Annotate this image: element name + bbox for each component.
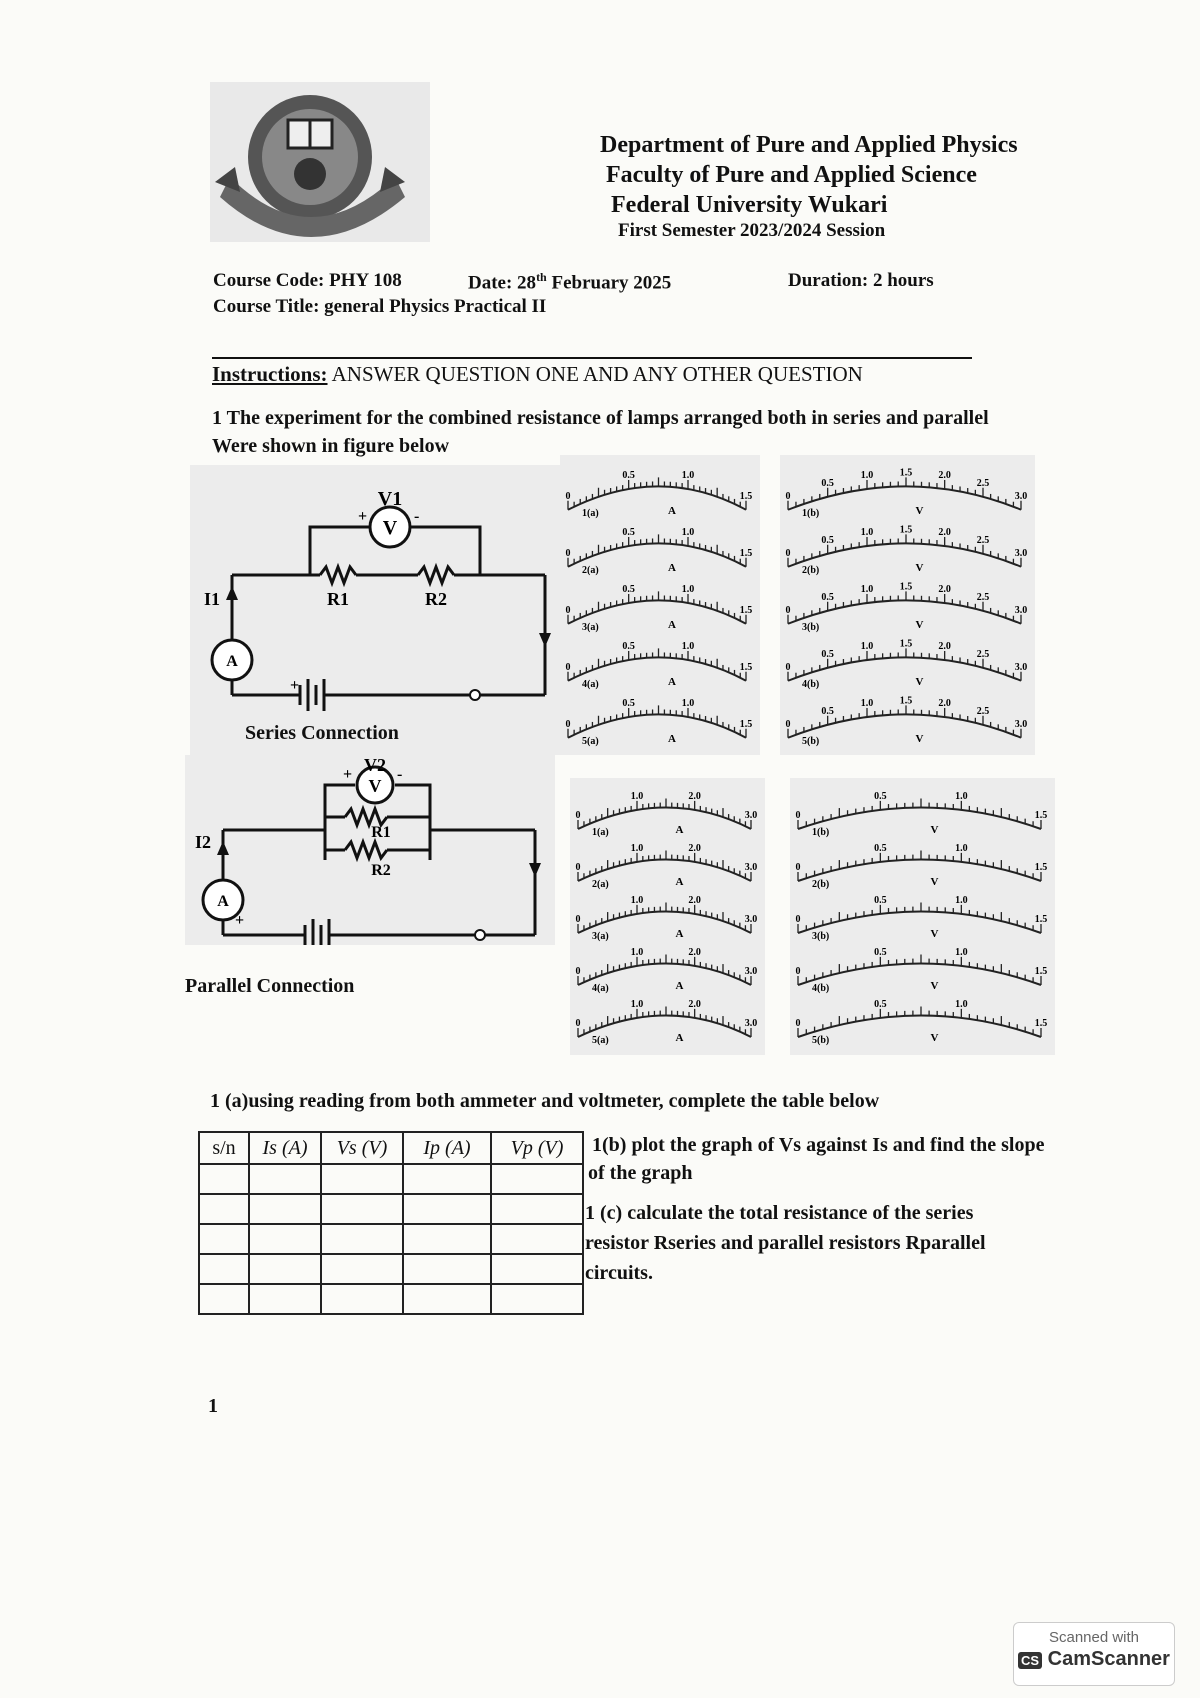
parallel-circuit-panel [185,755,555,945]
series-ammeter-tick-label: 1.0 [681,583,695,595]
series-voltmeter-tick-label: 0 [785,604,791,616]
series-voltmeter-dial [786,524,1028,575]
parallel-ammeter-tick-label: 0 [575,810,581,821]
parallel-voltmeter-scale-arc [795,912,1041,934]
series-ammeter-tick-label: 0 [565,490,571,502]
table-cell[interactable] [491,1284,583,1314]
series-voltmeter-tick-label: 2.0 [938,469,951,481]
parallel-voltmeter-unit-label: V [930,980,939,992]
series-voltmeter-dial-label: 3(b) [802,621,820,633]
series-voltmeter-tick-label: 2.5 [976,591,990,603]
parallel-ammeter-dial [576,791,758,838]
series-ammeter-scale-arc [565,600,746,623]
parallel-voltmeter-tick-label: 0.5 [874,790,887,802]
question-1-line-2: Were shown in figure below [212,435,450,457]
parallel-voltmeter-dial [796,895,1048,942]
series-ammeter-tick-label: 0.5 [622,640,635,652]
series-voltmeter-tick-label: 2.5 [976,648,990,660]
table-cell[interactable] [199,1164,249,1194]
table-cell[interactable] [403,1254,491,1284]
series-ammeter-tick-label: 0.5 [622,697,635,709]
part-c-line-2: resistor Rseries and parallel resistors Rparallel [585,1232,986,1254]
parallel-ammeter-tick-label: 3.0 [744,966,758,977]
series-caption: Series Connection [245,722,399,744]
series-circuit-panel [190,465,560,755]
series-voltmeter-tick-label: 1.5 [899,581,913,593]
parallel-ammeter-tick-label: 0 [575,914,581,925]
parallel-ammeter-unit-label: A [675,1032,684,1044]
series-voltmeter-tick-label: 0.5 [821,591,834,603]
parallel-i-label: I2 [194,832,212,852]
table-row [199,1194,583,1224]
parallel-voltmeter-dial [796,999,1048,1046]
series-voltmeter-dial-label: 5(b) [802,735,820,747]
part-a-text: 1 (a)using reading from both ammeter and voltmeter, complete the table below [210,1090,880,1112]
series-voltmeter-tick-label: 1.0 [860,640,874,652]
series-ammeter-dial-label: 2(a) [582,564,599,576]
series-ammeter-tick-label: 1.5 [739,490,753,502]
series-ammeter-tick-label: 1.0 [681,697,695,709]
series-ammeter-tick-label: 0.5 [622,469,635,481]
series-voltmeter-tick-label: 3.0 [1014,718,1028,730]
exam-date: Date: 28th February 2025 [468,270,672,294]
parallel-voltmeter-dial [796,791,1048,838]
series-voltmeter-dials [780,455,1035,755]
parallel-voltmeter-tick-label: 0 [795,966,801,977]
university-name: Federal University Wukari [611,192,888,218]
series-voltmeter-tick-label: 0.5 [821,705,834,717]
parallel-ammeter-tick-label: 2.0 [688,998,701,1010]
table-cell[interactable] [491,1164,583,1194]
university-logo [210,82,430,242]
col-vs: Vs (V) [321,1132,403,1164]
series-voltmeter-tick-label: 0.5 [821,477,834,489]
series-voltmeter-tick-label: 0.5 [821,534,834,546]
series-voltmeter-tick-label: 2.5 [976,534,990,546]
series-ammeter-scale-arc [565,657,746,680]
series-voltmeter-tick-label: 1.0 [860,583,874,595]
parallel-voltmeter-tick-label: 1.5 [1034,966,1048,977]
series-voltmeter-unit-label: V [915,618,924,631]
parallel-ammeter-tick-label: 3.0 [744,810,758,821]
table-cell[interactable] [249,1224,321,1254]
series-ammeter-dial-label: 4(a) [582,678,599,690]
parallel-ammeter-scale-arc [575,808,751,830]
part-c-line-1: 1 (c) calculate the total resistance of the series [585,1202,974,1224]
series-ammeter-dial [566,527,753,576]
series-voltmeter-tick-label: 2.0 [938,640,951,652]
parallel-ammeter-scale-arc [575,912,751,934]
series-voltmeter-tick-label: 0 [785,661,791,673]
table-cell[interactable] [491,1194,583,1224]
svg-text:+: + [235,912,245,929]
parallel-ammeter-panel [570,778,765,1055]
series-voltmeter-dial [786,695,1028,746]
series-ammeter-dial-label: 5(a) [582,735,599,747]
series-voltmeter-scale-arc [785,714,1021,737]
series-r2-label: R2 [425,589,447,609]
parallel-voltmeter-dial-label: 2(b) [812,879,830,890]
svg-text:+: + [343,766,353,783]
svg-text:A: A [217,893,229,910]
series-voltmeter-tick-label: 0 [785,718,791,730]
parallel-voltmeter-tick-label: 1.5 [1034,1018,1048,1029]
series-voltmeter-dial-label: 1(b) [802,507,820,519]
parallel-voltmeter-tick-label: 1.5 [1034,862,1048,873]
col-is: Is (A) [249,1132,321,1164]
parallel-r2-label: R2 [371,862,391,879]
parallel-v-label: V2 [364,755,386,775]
series-voltmeter-tick-label: 0 [785,547,791,559]
readings-table [198,1131,584,1315]
parallel-ammeter-scale-arc [575,1016,751,1038]
series-ammeter-unit-label: A [668,732,676,745]
series-voltmeter-tick-label: 0 [785,490,791,502]
table-cell[interactable] [491,1224,583,1254]
part-c-line-3: circuits. [585,1262,653,1284]
parallel-ammeter-tick-label: 3.0 [744,914,758,925]
series-ammeter-tick-label: 1.0 [681,469,695,481]
series-voltmeter-panel [780,455,1035,755]
series-voltmeter-tick-label: 1.5 [899,638,913,650]
parallel-voltmeter-tick-label: 0 [795,914,801,925]
series-voltmeter-tick-label: 1.5 [899,695,913,707]
series-ammeter-dial-label: 3(a) [582,621,599,633]
svg-text:V: V [368,776,382,796]
parallel-ammeter-tick-label: 0 [575,862,581,873]
series-voltmeter-unit-label: V [915,561,924,574]
parallel-ammeter-dial-label: 2(a) [592,879,609,890]
series-voltmeter-dial [786,581,1028,632]
series-ammeter-tick-label: 0 [565,718,571,730]
parallel-ammeter-dial-label: 1(a) [592,827,609,838]
series-ammeter-tick-label: 0.5 [622,526,635,538]
series-i-label: I1 [203,589,221,609]
series-voltmeter-tick-label: 2.5 [976,705,990,717]
table-cell[interactable] [403,1224,491,1254]
parallel-voltmeter-dial-label: 5(b) [812,1035,830,1046]
table-row [199,1164,583,1194]
parallel-ammeter-unit-label: A [675,928,684,940]
parallel-voltmeter-tick-label: 1.5 [1034,914,1048,925]
parallel-voltmeter-dial-label: 4(b) [812,983,830,994]
series-ammeter-unit-label: A [668,675,676,688]
parallel-r1-label: R1 [371,824,391,841]
series-ammeter-tick-label: 1.5 [739,661,753,673]
faculty-name: Faculty of Pure and Applied Science [606,162,977,188]
parallel-voltmeter-tick-label: 0 [795,1018,801,1029]
part-c [585,1198,986,1288]
parallel-ammeter-unit-label: A [675,824,684,836]
series-voltmeter-tick-label: 2.5 [976,477,990,489]
parallel-voltmeter-tick-label: 1.0 [955,790,968,802]
parallel-voltmeter-tick-label: 0.5 [874,894,887,906]
parallel-ammeter-dial [576,843,758,890]
parallel-voltmeter-dial [796,947,1048,994]
series-voltmeter-tick-label: 1.0 [860,469,874,481]
table-cell[interactable] [321,1164,403,1194]
parallel-voltmeter-dial-label: 3(b) [812,931,830,942]
series-voltmeter-tick-label: 0.5 [821,648,834,660]
series-ammeter-dials [560,455,760,755]
series-ammeter-tick-label: 1.0 [681,526,695,538]
parallel-ammeter-unit-label: A [675,980,684,992]
parallel-voltmeter-tick-label: 0.5 [874,946,887,958]
series-ammeter-scale-arc [565,714,746,737]
svg-text:+: + [358,508,368,525]
series-voltmeter-tick-label: 2.0 [938,583,951,595]
parallel-caption: Parallel Connection [185,975,355,997]
series-voltmeter-tick-label: 1.0 [860,697,874,709]
series-voltmeter-tick-label: 3.0 [1014,490,1028,502]
series-ammeter-tick-label: 1.5 [739,604,753,616]
series-circuit-diagram [190,465,560,755]
svg-text:A: A [226,653,238,670]
parallel-ammeter-dial-label: 5(a) [592,1035,609,1046]
parallel-voltmeter-tick-label: 0.5 [874,998,887,1010]
parallel-voltmeter-tick-label: 1.5 [1034,810,1048,821]
series-ammeter-tick-label: 1.5 [739,718,753,730]
series-ammeter-dial [566,698,753,747]
series-voltmeter-dial [786,467,1028,518]
series-ammeter-tick-label: 1.5 [739,547,753,559]
series-ammeter-tick-label: 0 [565,661,571,673]
parallel-ammeter-tick-label: 2.0 [688,946,701,958]
series-voltmeter-dial-label: 2(b) [802,564,820,576]
page-number: 1 [208,1395,218,1417]
series-ammeter-tick-label: 0.5 [622,583,635,595]
series-ammeter-dial-label: 1(a) [582,507,599,519]
part-b-line-1: 1(b) plot the graph of Vs against Is and find the slope [592,1134,1045,1156]
part-b [588,1131,1045,1187]
series-voltmeter-unit-label: V [915,675,924,688]
series-voltmeter-tick-label: 3.0 [1014,547,1028,559]
table-cell[interactable] [321,1254,403,1284]
parallel-voltmeter-tick-label: 1.0 [955,946,968,958]
parallel-voltmeter-tick-label: 1.0 [955,842,968,854]
watermark-line: Scanned with [1048,1629,1140,1646]
parallel-ammeter-tick-label: 1.0 [630,998,644,1010]
parallel-voltmeter-tick-label: 0 [795,862,801,873]
series-voltmeter-unit-label: V [915,504,924,517]
table-cell[interactable] [321,1194,403,1224]
svg-text:V: V [382,517,398,539]
parallel-ammeter-tick-label: 1.0 [630,790,644,802]
table-row [199,1254,583,1284]
series-voltmeter-scale-arc [785,600,1021,623]
table-cell[interactable] [403,1284,491,1314]
series-ammeter-dial [566,470,753,519]
table-cell[interactable] [199,1224,249,1254]
parallel-voltmeter-tick-label: 1.0 [955,998,968,1010]
series-voltmeter-tick-label: 2.0 [938,526,951,538]
table-cell[interactable] [249,1194,321,1224]
series-voltmeter-tick-label: 1.5 [899,467,913,479]
parallel-voltmeter-dial-label: 1(b) [812,827,830,838]
watermark-brand: CamScanner [1047,1648,1170,1670]
parallel-voltmeter-tick-label: 1.0 [955,894,968,906]
table-cell[interactable] [249,1254,321,1284]
svg-text:-: - [414,508,420,525]
parallel-voltmeter-unit-label: V [930,876,939,888]
series-ammeter-scale-arc [565,543,746,566]
table-cell[interactable] [321,1284,403,1314]
part-b-line-2: of the graph [588,1162,693,1184]
series-voltmeter-scale-arc [785,543,1021,566]
table-cell[interactable] [491,1254,583,1284]
parallel-ammeter-dials [570,778,765,1055]
series-voltmeter-tick-label: 2.0 [938,697,951,709]
series-r1-label: R1 [327,589,349,609]
course-title: Course Title: general Physics Practical II [213,296,547,317]
parallel-voltmeter-unit-label: V [930,1032,939,1044]
table-cell[interactable] [199,1284,249,1314]
series-voltmeter-tick-label: 3.0 [1014,604,1028,616]
table-cell[interactable] [403,1164,491,1194]
parallel-voltmeter-tick-label: 0 [795,810,801,821]
series-ammeter-tick-label: 0 [565,604,571,616]
parallel-ammeter-dial [576,947,758,994]
series-ammeter-scale-arc [565,486,746,509]
parallel-ammeter-tick-label: 2.0 [688,790,701,802]
series-ammeter-panel [560,455,760,755]
divider [212,357,972,359]
parallel-ammeter-dial [576,895,758,942]
parallel-voltmeter-scale-arc [795,860,1041,882]
table-row [199,1284,583,1314]
parallel-voltmeter-panel [790,778,1055,1055]
series-ammeter-unit-label: A [668,561,676,574]
svg-text:-: - [397,766,403,783]
col-ip: Ip (A) [403,1132,491,1164]
parallel-ammeter-tick-label: 0 [575,966,581,977]
parallel-ammeter-unit-label: A [675,876,684,888]
instructions: Instructions: ANSWER QUESTION ONE AND ANY OTHER QUESTION [212,362,863,386]
parallel-voltmeter-unit-label: V [930,928,939,940]
col-vp: Vp (V) [491,1132,583,1164]
series-ammeter-tick-label: 1.0 [681,640,695,652]
series-ammeter-dial [566,584,753,633]
series-voltmeter-tick-label: 1.0 [860,526,874,538]
parallel-ammeter-scale-arc [575,860,751,882]
parallel-voltmeter-dials [790,778,1055,1055]
parallel-ammeter-dial-label: 3(a) [592,931,609,942]
series-voltmeter-tick-label: 3.0 [1014,661,1028,673]
semester: First Semester 2023/2024 Session [618,220,886,241]
series-voltmeter-scale-arc [785,657,1021,680]
col-sn: s/n [199,1132,249,1164]
course-code: Course Code: PHY 108 [213,270,402,291]
parallel-ammeter-scale-arc [575,964,751,986]
series-voltmeter-unit-label: V [915,732,924,745]
series-voltmeter-tick-label: 1.5 [899,524,913,536]
parallel-voltmeter-scale-arc [795,1016,1041,1038]
table-cell[interactable] [403,1194,491,1224]
table-cell[interactable] [321,1224,403,1254]
parallel-ammeter-tick-label: 3.0 [744,1018,758,1029]
camscanner-logo-icon: CS [1018,1652,1042,1669]
parallel-voltmeter-tick-label: 0.5 [874,842,887,854]
table-cell[interactable] [249,1164,321,1194]
parallel-ammeter-dial [576,999,758,1046]
series-ammeter-unit-label: A [668,618,676,631]
table-cell[interactable] [249,1284,321,1314]
parallel-voltmeter-scale-arc [795,808,1041,830]
parallel-ammeter-tick-label: 3.0 [744,862,758,873]
parallel-ammeter-tick-label: 0 [575,1018,581,1029]
parallel-circuit-diagram [185,755,555,945]
parallel-ammeter-tick-label: 1.0 [630,946,644,958]
series-v-label: V1 [377,488,403,510]
series-voltmeter-dial [786,638,1028,689]
parallel-ammeter-dial-label: 4(a) [592,983,609,994]
series-voltmeter-dial-label: 4(b) [802,678,820,690]
parallel-voltmeter-dial [796,843,1048,890]
parallel-ammeter-tick-label: 1.0 [630,842,644,854]
table-cell[interactable] [199,1194,249,1224]
table-cell[interactable] [199,1254,249,1284]
parallel-voltmeter-scale-arc [795,964,1041,986]
department-name: Department of Pure and Applied Physics [600,132,1018,158]
parallel-ammeter-tick-label: 2.0 [688,842,701,854]
series-voltmeter-scale-arc [785,486,1021,509]
duration: Duration: 2 hours [788,270,934,291]
series-ammeter-unit-label: A [668,504,676,517]
table-row [199,1224,583,1254]
series-ammeter-dial [566,641,753,690]
camscanner-watermark [1013,1622,1175,1686]
parallel-ammeter-tick-label: 2.0 [688,894,701,906]
question-1-line-1: 1 The experiment for the combined resistance of lamps arranged both in series and parallel [212,407,989,429]
series-ammeter-tick-label: 0 [565,547,571,559]
parallel-ammeter-tick-label: 1.0 [630,894,644,906]
parallel-voltmeter-unit-label: V [930,824,939,836]
svg-text:+: + [290,677,300,694]
